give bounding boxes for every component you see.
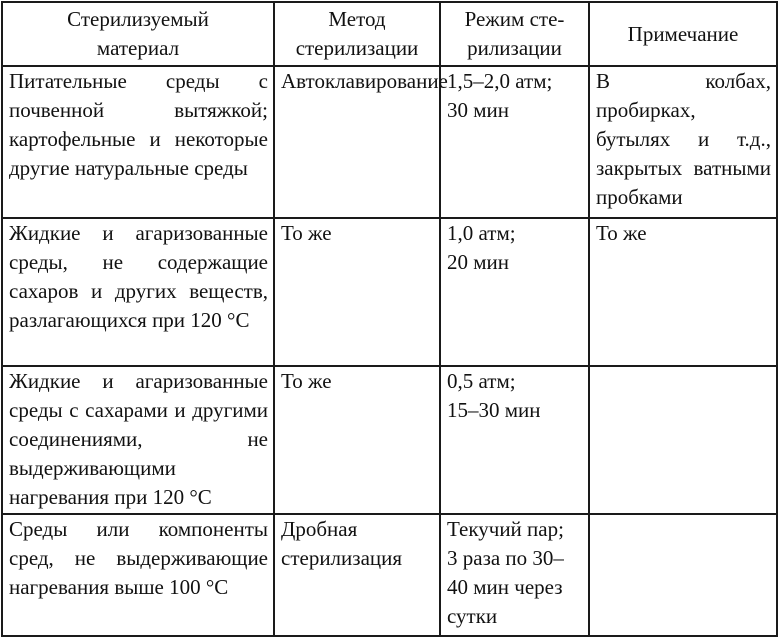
method-cell: Автоклавирование [274, 66, 440, 218]
note-cell [589, 366, 777, 514]
header-note-line: Примечание [627, 21, 739, 46]
regime-line: 1,5–2,0 атм; [447, 69, 553, 93]
note-cell: В колбах, пробирках, бутылях и т.д., закрытых ватными пробками [589, 66, 777, 218]
note-cell: То же [589, 218, 777, 366]
header-method-line: стерилизации [295, 36, 419, 60]
method-cell: Дробная стерилизация [274, 514, 440, 636]
header-row [2, 2, 777, 66]
regime-line: 1,0 атм; [447, 221, 516, 245]
header-material-line: материал [96, 36, 180, 60]
regime-line: 40 мин через [447, 575, 563, 599]
header-material [2, 2, 274, 66]
note-cell [589, 514, 777, 636]
material-cell: Жидкие и агаризованные среды, не содержащие сахаров и других веществ, разлагающихся при 120 °С [2, 218, 274, 366]
regime-line: 0,5 атм; [447, 369, 516, 393]
table-row [2, 366, 777, 514]
header-note [589, 2, 777, 66]
header-method-line: Метод [328, 7, 386, 31]
method-cell: То же [274, 366, 440, 514]
regime-cell [440, 218, 589, 366]
regime-line: Текучий пар; [447, 517, 564, 541]
regime-cell [440, 66, 589, 218]
table-row [2, 514, 777, 636]
regime-cell [440, 366, 589, 514]
header-method [274, 2, 440, 66]
material-cell: Питательные среды с почвенной вытяжкой; картофельные и некоторые другие натуральные среды [2, 66, 274, 218]
method-cell: То же [274, 218, 440, 366]
header-regime [440, 2, 589, 66]
header-regime-line: рилизации [467, 36, 562, 60]
regime-line: сутки [447, 604, 498, 628]
table-row [2, 66, 777, 218]
regime-line: 30 мин [447, 98, 510, 122]
header-regime-line: Режим сте- [464, 7, 565, 31]
material-cell: Жидкие и агаризованные среды с сахарами и другими соединениями, не выдерживающими нагревания при 120 °С [2, 366, 274, 514]
sterilization-table [1, 1, 778, 637]
regime-cell [440, 514, 589, 636]
table-row [2, 218, 777, 366]
regime-line: 3 раза по 30– [447, 546, 564, 570]
regime-line: 20 мин [447, 250, 510, 274]
header-material-line: Стерилизуемый [67, 7, 209, 31]
material-cell: Среды или компоненты сред, не выдерживающие нагревания выше 100 °С [2, 514, 274, 636]
regime-line: 15–30 мин [447, 398, 541, 422]
